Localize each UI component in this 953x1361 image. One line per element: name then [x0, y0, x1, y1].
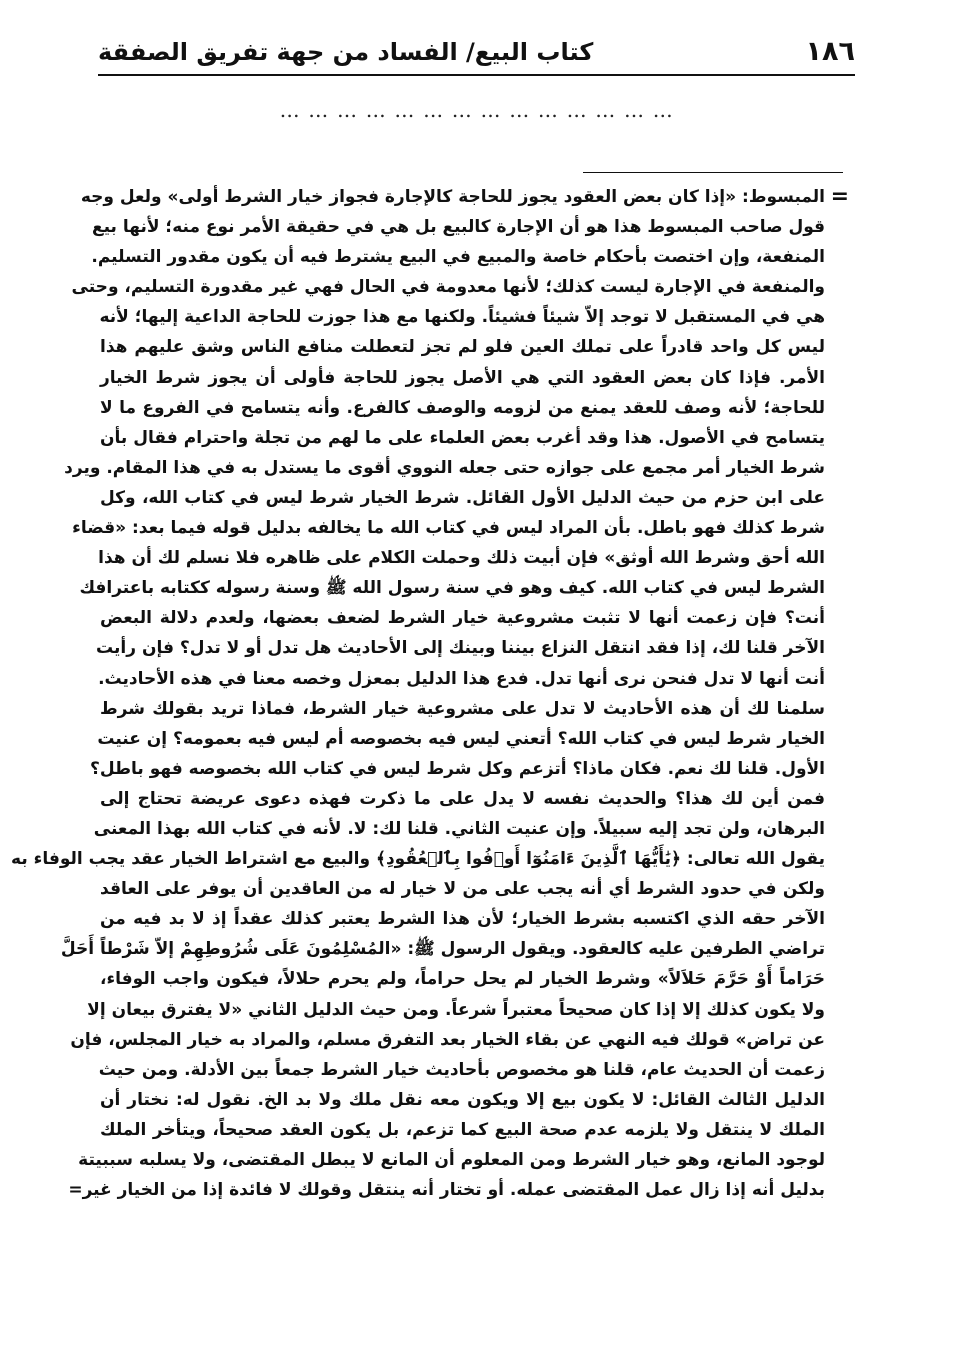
dotted-separator: …………………………………… — [279, 98, 682, 122]
footnote-line: لوجود المانع، وهو خيار الشرط ومن المعلوم أن المانع لا يبطل المقتضى، ولا يسلبه سببيتة — [78, 1150, 825, 1170]
footnote-line: على ابن حزم من حيث الدليل الأول القائل. شرط الخيار شرط ليس في كتاب الله، وكل — [100, 487, 825, 508]
footnote-line: هي في المستقبل لا توجد إلاّ شيئاً فشيئاً. ولكنها مع هذا جوزت للحاجة الداعية إليها؛ لأنه — [99, 307, 825, 328]
footnote-line: فمن أين لك هذا؟ والحديث نفسه لا يدل على ما ذكرت فهذه دعوى عريضة تحتاج إلى — [100, 788, 825, 809]
footnote-line: شرط الخيار أمر مجمع على جوازه حتى جعله النووي أقوى ما يستدل به في هذا المقام. ويرد — [64, 457, 825, 478]
footnote-line: الآخر قلنا لك، إذا فقد انتقل النزاع بيننا وبينك إلى الأحاديث هل تدل أو لا تدل؟ فإن رأيت — [96, 638, 825, 659]
footnote-line: الشرط ليس في كتاب الله. كيف وهو في سنة رسول الله ﷺ وسنة رسوله ككتابه باعترافك — [79, 578, 825, 599]
footnote-line: الدليل الثالث القائل: لا يكون بيع إلا ويكون معه نقل ملك ولا بد الخ. نقول له: نختار أن — [100, 1089, 825, 1110]
footnote-line: ولكن في حدود الشرط أي أنه يجب على من لا خيار له من العاقدين أن يوفر على العاقد — [100, 879, 825, 900]
footnote-line: أنت أنها لا تدل فنحن نرى أنها تدل. فدع هذا الدليل بمعزل وخصه معنا في هذه الأحاديث. — [98, 668, 825, 689]
footnote-line: زعمت أن الحديث عام، قلنا هو مخصوص بأحاديث خيار الشرط جمعاً بين الأدلة. ومن حيث — [98, 1059, 825, 1080]
footnote-line: عن تراض» قولك فيه النهي عن بقاء الخيار بعد التفرق مسلم، والمراد به خيار المجلس، فإن — [70, 1029, 825, 1050]
footnote-line: بدليل أنه إذا زال عمل المقتضى عمله. أو تختار أنه ينتقل وقولك لا فائدة إذا من الخيار غير= — [68, 1180, 825, 1201]
footnote-line: ليس كل واحد قادراً على تملك العين فلو لم تجز لتعطلت منافع الناس وشق عليهم هذا — [100, 337, 825, 358]
footnote-line: والمنفعة في الإجارة ليست كذلك؛ لأنها معدومة في الحال فهي غير مقدورة التسليم، وحتى — [71, 277, 825, 298]
footnote-line: قول صاحب المبسوط هذا هو أن الإجارة كالبيع بل هي في حقيقة الأمر نوع منه؛ لأنها بيع — [91, 217, 825, 238]
footnote-continuation-mark: = — [830, 184, 849, 209]
footnote-line: للحاجة؛ لأنه وصف للعقد يمنع من لزومه والوصف كالفرع. وأنه يتسامح في الفروع ما لا — [100, 397, 825, 418]
footnote-line: الأمر. فإذا كان بعض العقود التي هي الأصل يجوز للحاجة فأولى أن يجوز شرط الخيار — [100, 367, 825, 388]
running-title: كتاب البيع/ الفساد من جهة تفريق الصفقة — [98, 38, 594, 66]
footnote-line: حَرَاماً أَوْ حَرَّمَ حَلاَلاً» وشرط الخيار لم يحل حراماً، ولم يحرم حلالاً، فيكون واجب الوفاء، — [100, 969, 825, 990]
footnote-line: الآخر حقه الذي اكتسبه بشرط الخيار؛ لأن هذا الشرط يعتبر كذلك عقداً إذ لا بد فيه من — [100, 909, 825, 930]
footnote-line: أنت؟ فإن زعمت أنها لا تثبت مشروعية خيار الشرط لضعف بعضها، ولعدم دلالة البعض — [100, 608, 825, 629]
footnote-line: الملك لا ينتقل ولا يلزمه عدم صحة البيع كما تزعم، بل يكون العقد صحيحاً، ويتأخر الملك — [100, 1119, 825, 1140]
footnote-line: سلمنا لك أن هذه الأحاديث لا تدل على مشروعية خيار الشرط، فماذا تريد بقولك شرط — [100, 698, 825, 719]
footnote-line: المنفعة، وإن اختصت بأحكام خاصة والمبيع في البيع يشترط فيه أن يكون مقدور التسليم. — [91, 247, 825, 268]
footnote-line: الأول. قلنا لك نعم. فكان ماذا؟ أتزعم وكل شرط ليس في كتاب الله بخصوصه فهو باطل؟ — [90, 758, 825, 779]
footnote-line: شرط كذلك فهو باطل. بأن المراد ليس في كتاب الله ما يخالفه بدليل قوله فيما بعد: «قضاء — [72, 518, 825, 539]
footnote-line: يقول الله تعالى: ﴿يَٰأَيُّهَا ٱلَّذِينَ ءَامَنُوٓا أَوۡفُوا بِٱلۡعُقُودِ﴾ والبيع مع اشتراط الخيار عقد يجب الوفاء به — [11, 849, 825, 870]
footnote-line: المبسوط: «إذا كان بعض العقود يجوز للحاجة كالإجارة فجواز خيار الشرط أولى» ولعل وجه — [80, 187, 825, 207]
footnote-rule — [583, 172, 843, 173]
footnote-line: الخيار شرط ليس في كتاب الله؟ أتعني ليس فيه بخصوصه أم ليس فيه بعمومه؟ إن عنيت — [97, 728, 825, 749]
footnote-text — [11, 182, 825, 1205]
footnote-line: ولا يكون كذلك إلا إذا كان صحيحاً معتبراً شرعاً. ومن حيث الدليل الثاني «لا يفترق بيعان إلا — [87, 999, 825, 1020]
footnote-line: الله أحق وشرط الله أوثق» فإن أبيت ذلك وحملت الكلام على ظاهره فلا نسلم لك أن هذا — [98, 548, 825, 569]
footnote-line: يتسامح في الأصول. هذا وقد أغرب بعض العلماء على ما لهم من تجلة واحترام فقال بأن — [100, 427, 825, 448]
header-rule — [98, 74, 855, 76]
page-number: ١٨٦ — [805, 36, 855, 67]
page-header — [98, 30, 855, 74]
footnote-line: البرهان، ولن تجد إليه سبيلاً. وإن عنيت الثاني. قلنا لك: لا. لأنه في كتاب الله بهذا المعنى — [93, 818, 825, 839]
footnote-line: تراضي الطرفين عليه كالعقود. ويقول الرسول ﷺ: «المُسْلِمُونَ عَلَى شُرُوطِهِمْ إلاّ شَرْطاً أَحَلَّ — [60, 939, 825, 960]
